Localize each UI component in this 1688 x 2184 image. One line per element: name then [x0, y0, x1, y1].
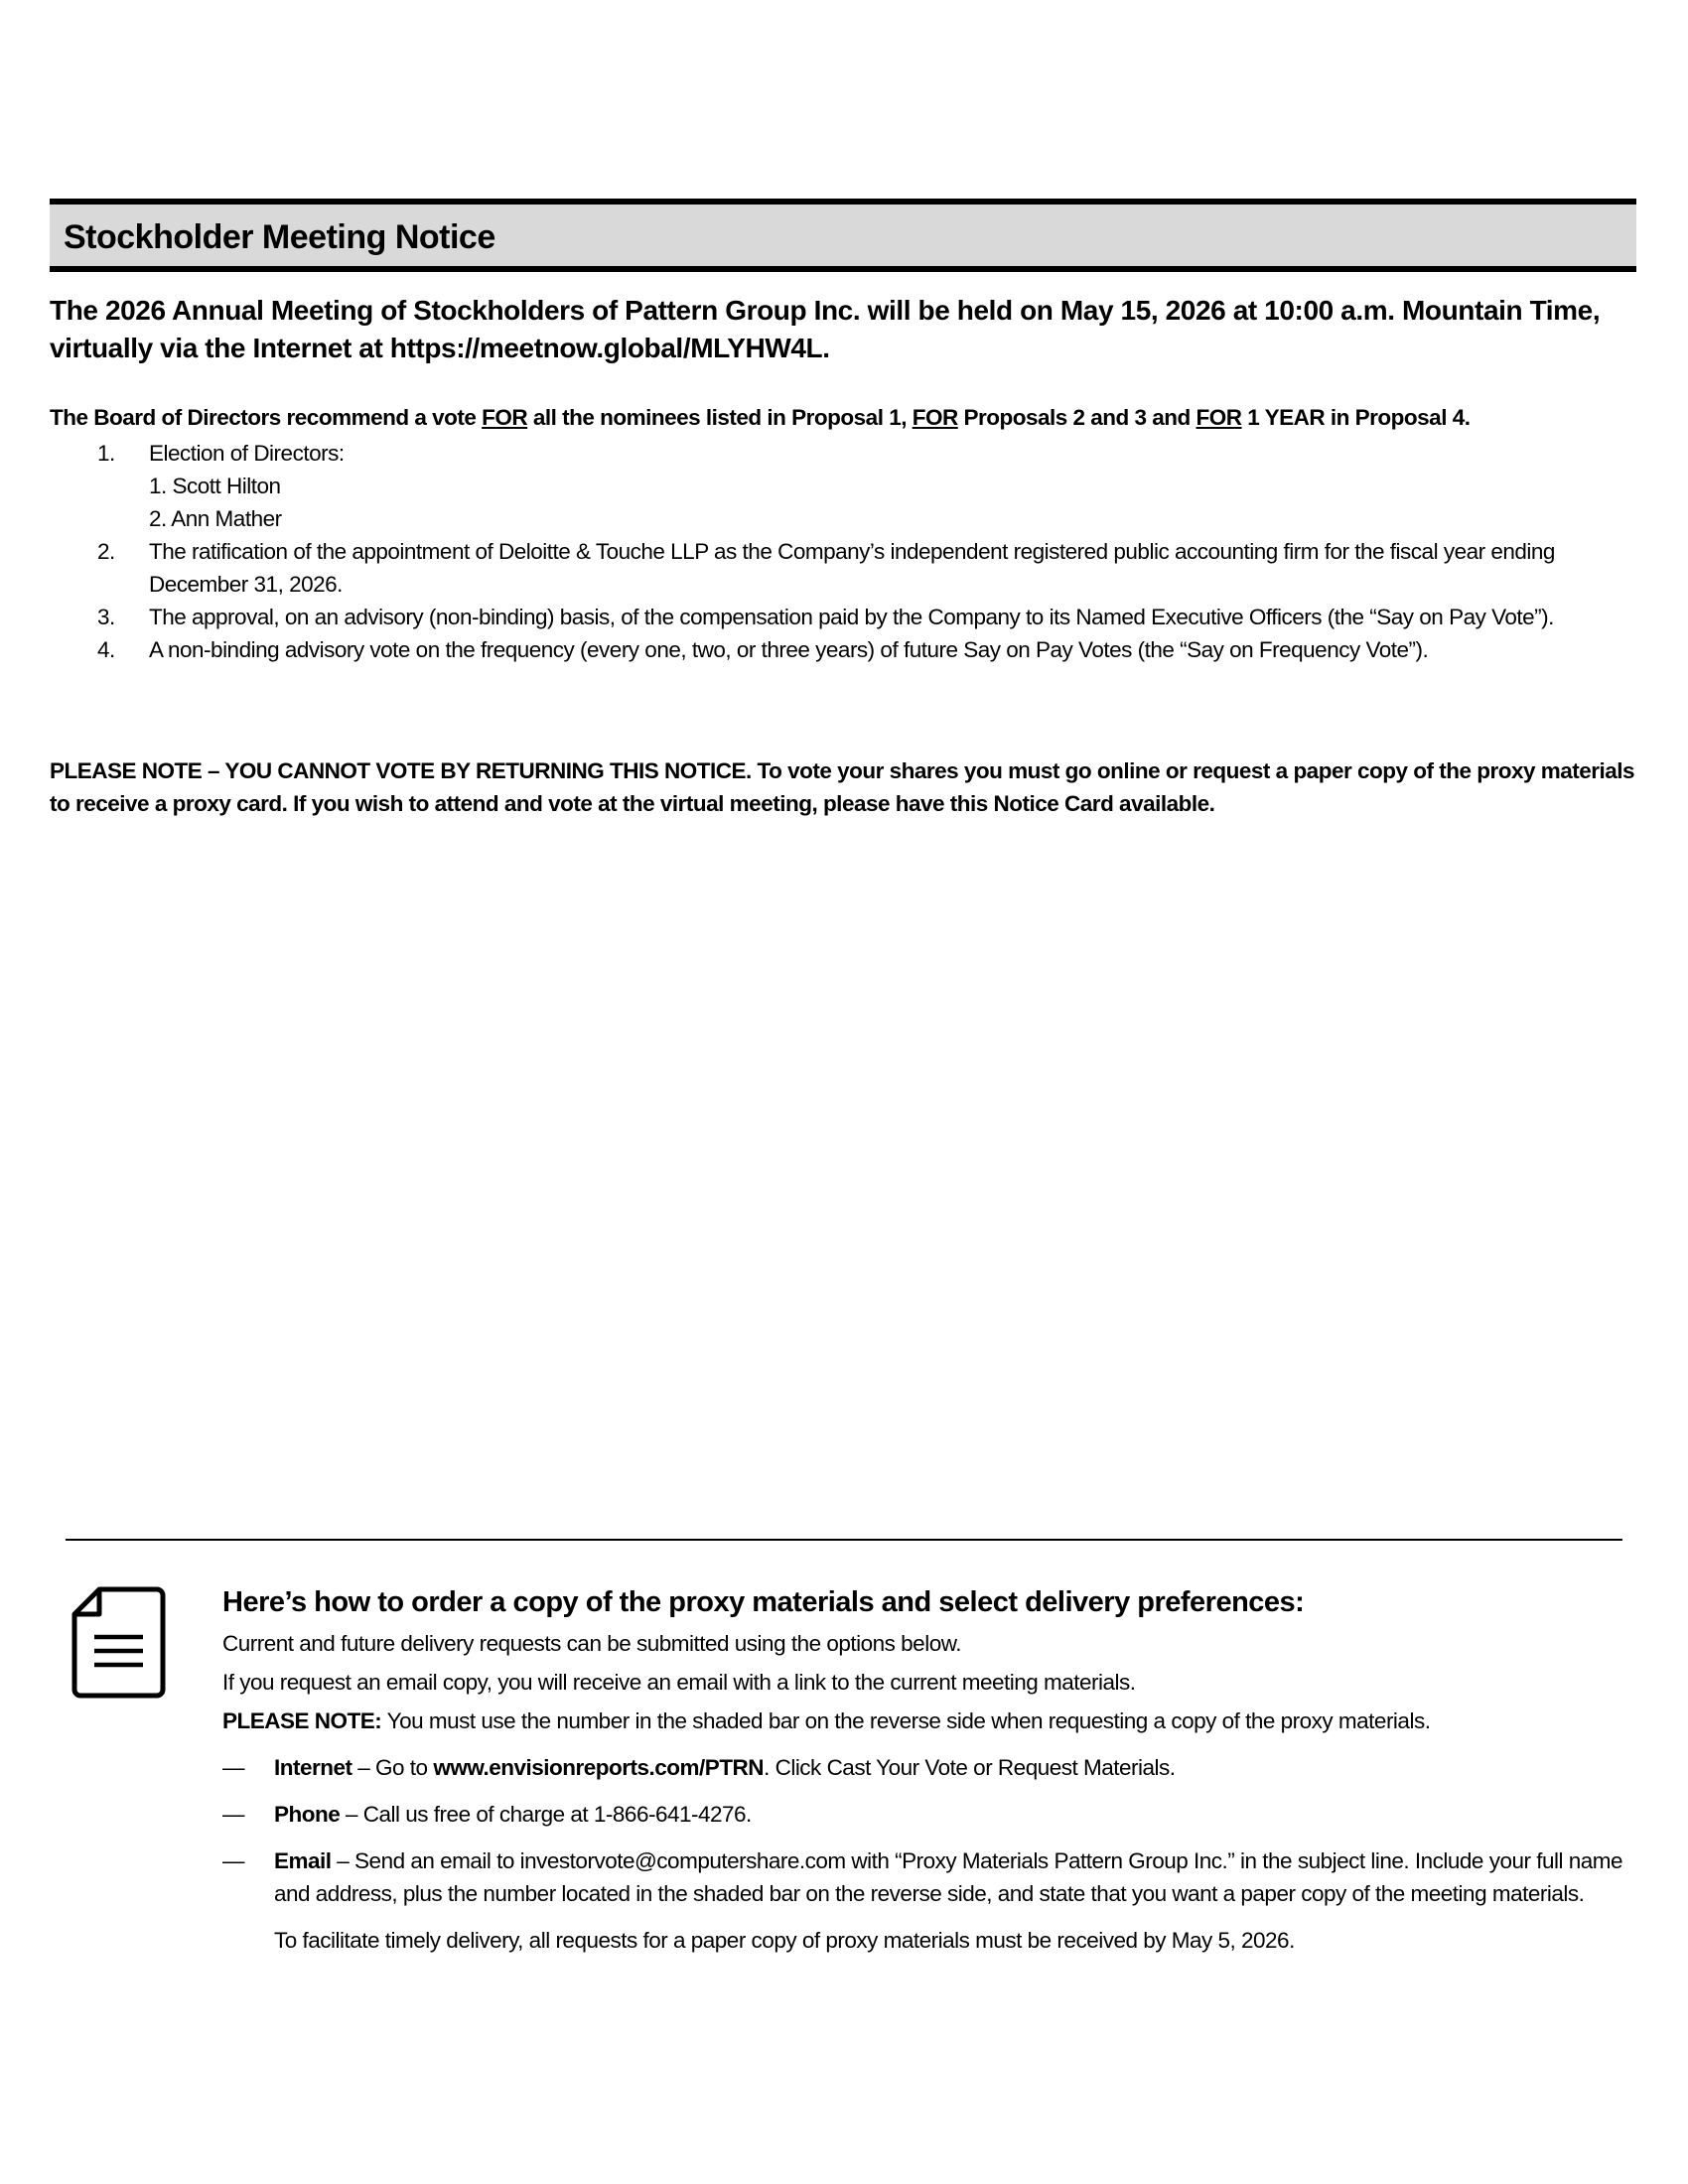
board-rec-text-3: Proposals 2 and 3 and [957, 405, 1196, 430]
nominee-item: 2. Ann Mather [149, 506, 282, 531]
for-emphasis-2: FOR [912, 405, 958, 430]
internet-option [222, 1751, 1642, 1784]
order-materials-section [222, 1583, 1642, 1957]
page-title: Stockholder Meeting Notice [64, 218, 495, 256]
section-divider [66, 1539, 1622, 1541]
email-option [222, 1844, 1642, 1910]
email-label: Email [274, 1848, 332, 1873]
proposal-number: 4. [97, 637, 115, 662]
proposal-text: Election of Directors: [149, 441, 345, 466]
phone-text: – Call us free of charge at 1-866-641-4276. [340, 1802, 752, 1827]
document-icon [71, 1585, 166, 1700]
proposal-list [50, 437, 1618, 666]
proposal-item [50, 437, 1618, 535]
proposal-number: 2. [97, 539, 115, 564]
header-bar [50, 199, 1636, 272]
internet-pre: – Go to [352, 1755, 434, 1780]
phone-option [222, 1798, 1642, 1831]
proposal-item [50, 601, 1618, 633]
proposal-item [50, 633, 1618, 666]
order-note [222, 1705, 1642, 1737]
nominee-list [149, 470, 1618, 535]
proposal-number: 3. [97, 605, 115, 629]
board-rec-text-2: all the nominees listed in Proposal 1, [527, 405, 913, 430]
order-note-label: PLEASE NOTE: [222, 1708, 382, 1733]
internet-post: . Click Cast Your Vote or Request Materials. [764, 1755, 1176, 1780]
email-copy-info: If you request an email copy, you will receive an email with a link to the current meeting materials. [222, 1670, 1136, 1695]
dash-bullet: — [222, 1802, 244, 1827]
proposal-number: 1. [97, 441, 115, 466]
proposal-text: A non-binding advisory vote on the frequency (every one, two, or three years) of future Say on Pay Votes (the “Say on Frequency Vote”). [149, 637, 1429, 662]
dash-bullet: — [222, 1755, 244, 1780]
proposal-item [50, 535, 1618, 601]
email-text: – Send an email to investorvote@computershare.com with “Proxy Materials Pattern Group Inc.” in the subject line. Include your full name and address, plus the number located in the shaded bar on the reverse side, and state that you want a paper copy of the meeting materials. [274, 1848, 1623, 1906]
internet-url-link[interactable]: www.envisionreports.com/PTRN [433, 1755, 765, 1780]
request-deadline: To facilitate timely delivery, all requests for a paper copy of proxy materials must be received by May 5, 2026. [274, 1928, 1295, 1953]
phone-label: Phone [274, 1802, 341, 1827]
for-emphasis-1: FOR [482, 405, 528, 430]
for-emphasis-3: FOR [1196, 405, 1242, 430]
proposal-text: The approval, on an advisory (non-binding) basis, of the compensation paid by the Company to its Named Executive Officers (the “Say on Pay Vote”). [149, 605, 1554, 629]
delivery-info: Current and future delivery requests can be submitted using the options below. [222, 1631, 961, 1656]
vote-notice: PLEASE NOTE – YOU CANNOT VOTE BY RETURNING THIS NOTICE. To vote your shares you must go online or request a paper copy of the proxy materials to receive a proxy card. If you wish to attend and vote at the virtual meeting, please have this Notice Card available. [50, 758, 1635, 816]
meeting-intro: The 2026 Annual Meeting of Stockholders of Pattern Group Inc. will be held on May 15, 2026 at 10:00 a.m. Mountain Time, virtually via the Internet at https://meetnow.global/MLYHW4L. [50, 295, 1601, 363]
board-recommendation [50, 402, 1638, 434]
nominee-item: 1. Scott Hilton [149, 474, 281, 498]
proposal-text: The ratification of the appointment of Deloitte & Touche LLP as the Company’s independent registered public accounting firm for the fiscal year ending December 31, 2026. [149, 539, 1555, 597]
order-note-text: You must use the number in the shaded bar on the reverse side when requesting a copy of the proxy materials. [381, 1708, 1431, 1733]
board-rec-text-1: The Board of Directors recommend a vote [50, 405, 483, 430]
dash-bullet: — [222, 1848, 244, 1873]
order-title: Here’s how to order a copy of the proxy materials and select delivery preferences: [222, 1586, 1305, 1618]
board-rec-text-4: 1 YEAR in Proposal 4. [1241, 405, 1471, 430]
internet-label: Internet [274, 1755, 352, 1780]
